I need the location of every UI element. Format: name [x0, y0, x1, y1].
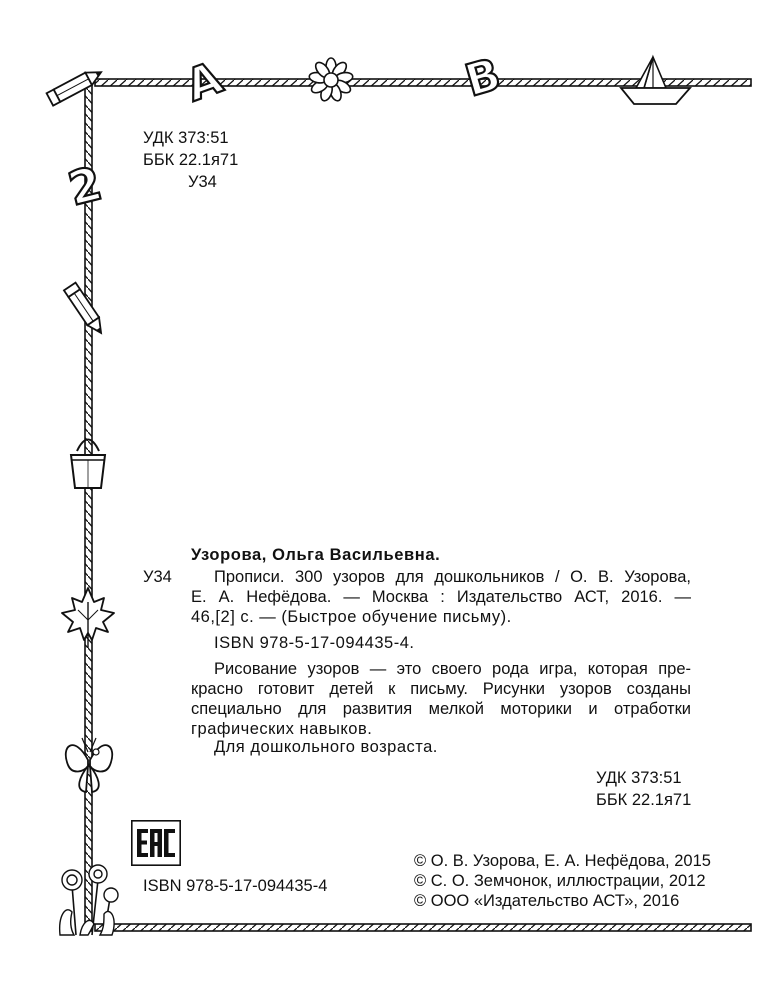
bib-line: Е. А. Нефёдова. — Москва : Издательство АСТ, 2016. — — [191, 588, 691, 606]
svg-text:2: 2 — [62, 155, 108, 217]
annotation-line: красно готовит детей к письму. Рисунки узоров созданы — [191, 680, 691, 698]
eac-mark-icon — [131, 820, 181, 866]
bbk-top: ББК 22.1я71 — [143, 151, 239, 169]
annotation-line: специально для развития мелкой моторики и отработки — [191, 700, 691, 718]
author-mark-entry: У34 — [143, 568, 172, 586]
annotation-line: графических навыков. — [191, 720, 373, 738]
audience-note: Для дошкольного возраста. — [214, 738, 438, 756]
flower-icon — [308, 58, 353, 102]
svg-text:A: A — [179, 52, 229, 112]
annotation-line: Рисование узоров — это своего рода игра, которая пре- — [214, 660, 691, 678]
letter-a-icon — [179, 52, 228, 112]
copyright-line: © С. О. Земчонок, иллюстрации, 2012 — [414, 872, 706, 890]
udk-bottom: УДК 373:51 — [596, 769, 682, 787]
author-heading: Узорова, Ольга Васильевна. — [191, 546, 441, 564]
letter-b-icon — [460, 49, 506, 107]
digit-2-icon — [63, 156, 107, 216]
udk-top: УДК 373:51 — [143, 129, 229, 147]
isbn-footer: ISBN 978-5-17-094435-4 — [143, 877, 328, 895]
author-mark-top: У34 — [188, 173, 217, 191]
svg-text:B: B — [459, 48, 507, 108]
bib-line: 46,[2] с. — (Быстрое обучение письму). — [191, 608, 512, 626]
bbk-bottom: ББК 22.1я71 — [596, 791, 692, 809]
isbn-entry: ISBN 978-5-17-094435-4. — [214, 634, 415, 652]
maple-leaf-icon — [62, 588, 114, 648]
copyright-line: © О. В. Узорова, Е. А. Нефёдова, 2015 — [414, 852, 711, 870]
bib-line: Прописи. 300 узоров для дошкольников / О. В. Узорова, — [214, 568, 691, 586]
rope-bottom — [95, 924, 751, 931]
copyright-line: © ООО «Издательство АСТ», 2016 — [414, 892, 680, 910]
